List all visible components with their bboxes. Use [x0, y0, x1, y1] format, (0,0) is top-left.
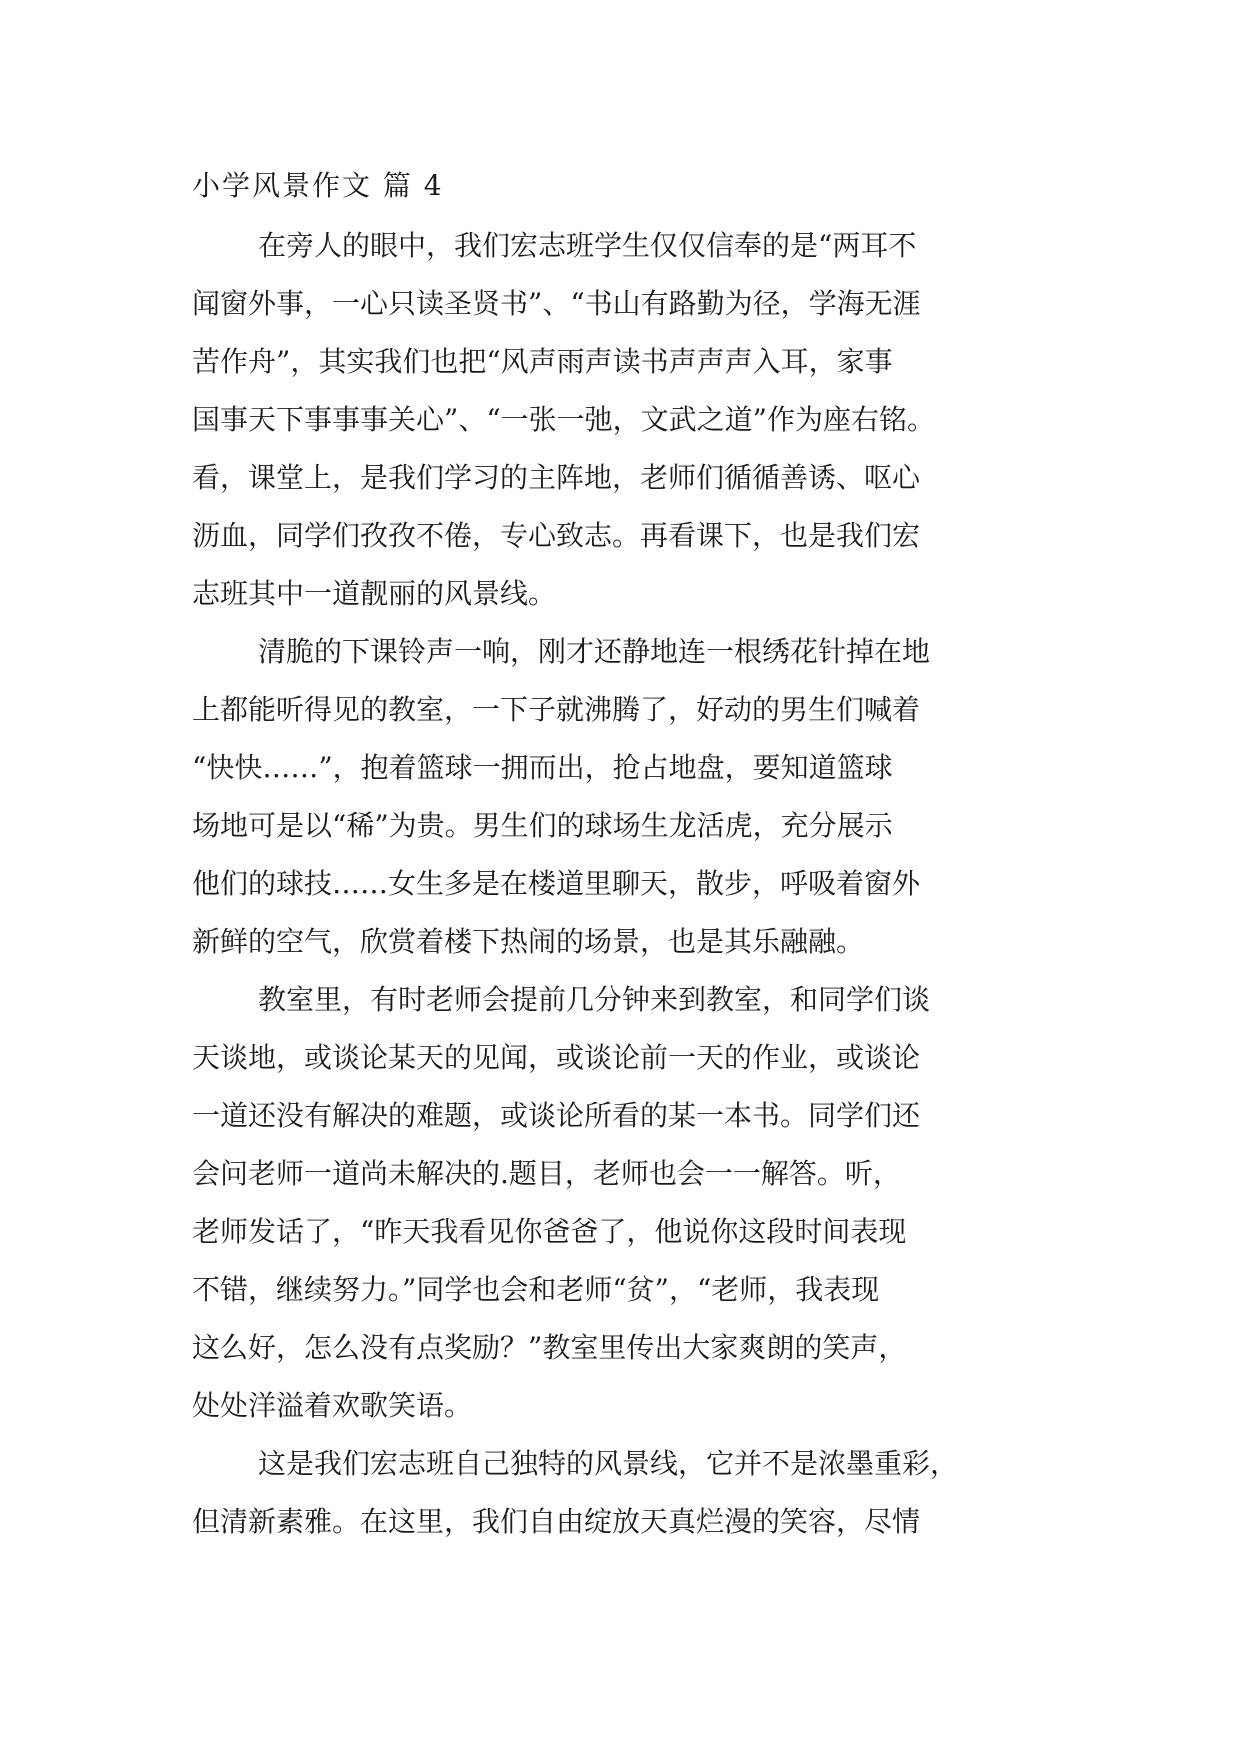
- text-line: 不错，继续努力。”同学也会和老师“贫”，“老师，我表现: [192, 1273, 880, 1306]
- text-line: 天谈地，或谈论某天的见闻，或谈论前一天的作业，或谈论: [192, 1041, 921, 1074]
- text-line: 这么好，怎么没有点奖励？”教室里传出大家爽朗的笑声，: [192, 1331, 907, 1364]
- text-line: 苦作舟”，其实我们也把“风声雨声读书声声声入耳，家事: [192, 345, 893, 378]
- text-line: 一道还没有解决的难题，或谈论所看的某一本书。同学们还: [192, 1099, 921, 1132]
- text-line: 这是我们宏志班自己独特的风景线，它并不是浓墨重彩，: [258, 1447, 959, 1480]
- text-line: 新鲜的空气，欣赏着楼下热闹的场景，也是其乐融融。: [192, 925, 865, 958]
- text-line: 但清新素雅。在这里，我们自由绽放天真烂漫的笑容，尽情: [192, 1505, 921, 1538]
- text-line: 他们的球技……女生多是在楼道里聊天，散步，呼吸着窗外: [192, 867, 921, 900]
- text-line: 会问老师一道尚未解决的.题目，老师也会一一解答。听，: [192, 1157, 901, 1190]
- text-line: 教室里，有时老师会提前几分钟来到教室，和同学们谈: [258, 983, 931, 1016]
- text-line: 国事天下事事事关心”、“一张一弛，文武之道”作为座右铭。: [192, 403, 935, 436]
- text-line: 上都能听得见的教室，一下子就沸腾了，好动的男生们喊着: [192, 693, 921, 726]
- text-line: 看，课堂上，是我们学习的主阵地，老师们循循善诱、呕心: [192, 461, 921, 494]
- text-line: 老师发话了，“昨天我看见你爸爸了，他说你这段时间表现: [192, 1215, 907, 1248]
- text-line: 清脆的下课铃声一响，刚才还静地连一根绣花针掉在地: [258, 635, 931, 668]
- text-line: 在旁人的眼中，我们宏志班学生仅仅信奉的是“两耳不: [258, 229, 917, 262]
- text-line: 闻窗外事，一心只读圣贤书”、“书山有路勤为径，学海无涯: [192, 287, 921, 320]
- text-line: 沥血，同学们孜孜不倦，专心致志。再看课下，也是我们宏: [192, 519, 921, 552]
- text-line: “快快……”，抱着篮球一拥而出，抢占地盘，要知道篮球: [192, 751, 893, 784]
- text-line: 场地可是以“稀”为贵。男生们的球场生龙活虎，充分展示: [192, 809, 893, 842]
- text-line: 处处洋溢着欢歌笑语。: [192, 1389, 473, 1422]
- text-line: 志班其中一道靓丽的风景线。: [192, 577, 557, 610]
- essay-title: 小学风景作文 篇 4: [192, 169, 444, 202]
